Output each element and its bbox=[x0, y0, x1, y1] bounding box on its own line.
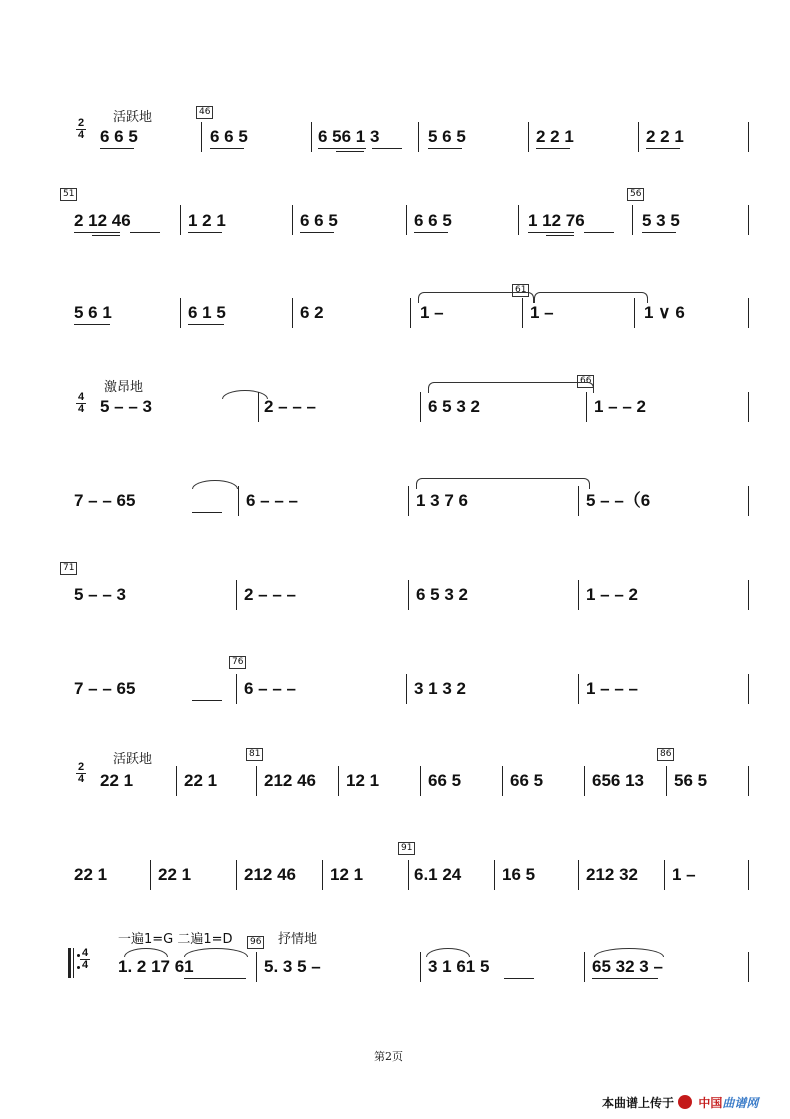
barline bbox=[420, 766, 421, 796]
measure-r10-2: 5. 3 5 – bbox=[264, 957, 321, 976]
measure-number-61: 61 bbox=[512, 284, 529, 297]
beam bbox=[318, 148, 366, 149]
barline bbox=[256, 766, 257, 796]
barline bbox=[528, 122, 529, 152]
barline bbox=[176, 766, 177, 796]
barline bbox=[292, 298, 293, 328]
barline bbox=[201, 122, 202, 152]
barline bbox=[578, 580, 579, 610]
repeat-start-barline bbox=[68, 948, 71, 978]
barline bbox=[578, 674, 579, 704]
barline bbox=[311, 122, 312, 152]
tie-slur bbox=[428, 382, 594, 393]
measure-r3-5: 1 – bbox=[530, 303, 554, 322]
measure-r1-5: 2 2 1 bbox=[536, 127, 574, 146]
beam bbox=[74, 232, 120, 233]
beam bbox=[74, 324, 110, 325]
measure-r4-1: 5 – – 3 bbox=[100, 397, 152, 416]
beam bbox=[192, 512, 222, 513]
barline bbox=[634, 298, 635, 328]
barline bbox=[584, 766, 585, 796]
measure-r8-2: 22 1 bbox=[184, 771, 218, 790]
barline bbox=[256, 952, 257, 982]
barline bbox=[408, 486, 409, 516]
barline bbox=[518, 205, 519, 235]
measure-r5-3: 1 3 7 6 bbox=[416, 491, 468, 510]
measure-r8-3: 212 46 bbox=[264, 771, 316, 790]
measure-r5-2: 6 – – – bbox=[246, 491, 298, 510]
credit-prefix: 本曲谱上传于 bbox=[602, 1096, 675, 1110]
measure-r3-4: 1 – bbox=[420, 303, 444, 322]
tie-slur bbox=[124, 948, 168, 957]
measure-r6-3: 6 5 3 2 bbox=[416, 585, 468, 604]
measure-r2-4: 6 6 5 bbox=[414, 211, 452, 230]
barline bbox=[420, 952, 421, 982]
tie-slur bbox=[426, 948, 470, 957]
barline bbox=[238, 486, 239, 516]
measure-number-71: 71 bbox=[60, 562, 77, 575]
barline bbox=[150, 860, 151, 890]
barline bbox=[406, 674, 407, 704]
time-signature-1: 2 4 bbox=[77, 117, 85, 141]
measure-r7-2: 6 – – – bbox=[244, 679, 296, 698]
measure-r3-6: 1 ∨ 6 bbox=[644, 303, 685, 322]
measure-r7-4: 1 – – – bbox=[586, 679, 638, 698]
measure-r1-4: 5 6 5 bbox=[428, 127, 466, 146]
measure-r2-6: 5 3 5 bbox=[642, 211, 680, 230]
measure-number-86: 86 bbox=[657, 748, 674, 761]
tie-slur bbox=[418, 292, 534, 303]
measure-r4-3: 6 5 3 2 bbox=[428, 397, 480, 416]
barline bbox=[292, 205, 293, 235]
site-logo-icon bbox=[678, 1095, 692, 1109]
measure-r8-4: 12 1 bbox=[346, 771, 380, 790]
measure-r9-2: 22 1 bbox=[158, 865, 192, 884]
measure-number-91: 91 bbox=[398, 842, 415, 855]
barline bbox=[338, 766, 339, 796]
beam bbox=[184, 978, 246, 979]
measure-r8-7: 656 13 bbox=[592, 771, 644, 790]
measure-r1-1: 6 6 5 bbox=[100, 127, 138, 146]
beam bbox=[546, 235, 574, 236]
measure-r1-3: 6 56 1 3 bbox=[318, 127, 380, 146]
barline bbox=[236, 674, 237, 704]
measure-r9-6: 16 5 bbox=[502, 865, 536, 884]
measure-r10-3: 3 1 61 5 bbox=[428, 957, 490, 976]
barline bbox=[322, 860, 323, 890]
measure-r9-4: 12 1 bbox=[330, 865, 364, 884]
measure-r1-2: 6 6 5 bbox=[210, 127, 248, 146]
tie-slur bbox=[222, 390, 268, 399]
barline bbox=[408, 580, 409, 610]
measure-number-46: 46 bbox=[196, 106, 213, 119]
measure-r9-5: 6.1 24 bbox=[414, 865, 462, 884]
beam bbox=[336, 151, 364, 152]
barline bbox=[180, 298, 181, 328]
measure-r2-2: 1 2 1 bbox=[188, 211, 226, 230]
tie-slur bbox=[416, 478, 590, 489]
barline bbox=[494, 860, 495, 890]
measure-number-81: 81 bbox=[246, 748, 263, 761]
beam bbox=[192, 700, 222, 701]
measure-number-56: 56 bbox=[627, 188, 644, 201]
beam bbox=[300, 232, 334, 233]
barline bbox=[748, 860, 749, 890]
measure-r3-2: 6 1 5 bbox=[188, 303, 226, 322]
barline bbox=[236, 860, 237, 890]
beam bbox=[642, 232, 676, 233]
measure-r10-4: 65 32 3 – bbox=[592, 957, 663, 976]
barline bbox=[410, 298, 411, 328]
measure-r10-1: 1. 2 17 61 bbox=[118, 957, 194, 976]
measure-r8-8: 56 5 bbox=[674, 771, 708, 790]
beam bbox=[414, 232, 448, 233]
beam bbox=[584, 232, 614, 233]
measure-r9-7: 212 32 bbox=[586, 865, 638, 884]
beam bbox=[188, 324, 224, 325]
measure-r2-5: 1 12 76 bbox=[528, 211, 585, 230]
barline bbox=[258, 392, 259, 422]
expression-lively-2: 活跃地 bbox=[113, 752, 153, 767]
site-name-accent: 曲谱网 bbox=[722, 1096, 759, 1110]
beam bbox=[210, 148, 244, 149]
beam bbox=[504, 978, 534, 979]
barline bbox=[748, 298, 749, 328]
beam bbox=[188, 232, 222, 233]
barline bbox=[502, 766, 503, 796]
barline bbox=[748, 392, 749, 422]
barline bbox=[420, 392, 421, 422]
measure-r8-1: 22 1 bbox=[100, 771, 134, 790]
barline bbox=[584, 952, 585, 982]
barline bbox=[748, 674, 749, 704]
beam bbox=[92, 235, 120, 236]
barline bbox=[632, 205, 633, 235]
barline bbox=[236, 580, 237, 610]
measure-r6-4: 1 – – 2 bbox=[586, 585, 638, 604]
page-number: 第2页 bbox=[374, 1050, 403, 1063]
expression-passionate: 激昂地 bbox=[104, 380, 144, 395]
tie-slur bbox=[192, 480, 238, 489]
expression-lively-1: 活跃地 bbox=[113, 110, 153, 125]
beam bbox=[100, 148, 134, 149]
time-signature-3: 2 4 bbox=[77, 761, 85, 785]
measure-r1-6: 2 2 1 bbox=[646, 127, 684, 146]
measure-r6-2: 2 – – – bbox=[244, 585, 296, 604]
measure-number-51: 51 bbox=[60, 188, 77, 201]
beam bbox=[372, 148, 402, 149]
site-name-main: 中国 bbox=[698, 1096, 723, 1110]
barline bbox=[406, 205, 407, 235]
barline bbox=[586, 392, 587, 422]
measure-r8-5: 66 5 bbox=[428, 771, 462, 790]
barline bbox=[748, 580, 749, 610]
barline bbox=[748, 205, 749, 235]
measure-r8-6: 66 5 bbox=[510, 771, 544, 790]
barline bbox=[522, 298, 523, 328]
measure-r9-8: 1 – bbox=[672, 865, 696, 884]
time-signature-4: 4 4 bbox=[81, 947, 89, 971]
barline bbox=[418, 122, 419, 152]
measure-r3-3: 6 2 bbox=[300, 303, 324, 322]
measure-r2-1: 2 12 46 bbox=[74, 211, 131, 230]
measure-r4-2: 2 – – – bbox=[264, 397, 316, 416]
beam bbox=[528, 232, 574, 233]
barline bbox=[638, 122, 639, 152]
beam bbox=[536, 148, 570, 149]
barline bbox=[664, 860, 665, 890]
measure-r7-1: 7 – – 65 bbox=[74, 679, 136, 698]
measure-r9-1: 22 1 bbox=[74, 865, 108, 884]
measure-number-66: 66 bbox=[577, 375, 594, 388]
barline bbox=[748, 766, 749, 796]
measure-r5-4: 5 – –（6 bbox=[586, 491, 651, 510]
time-signature-2: 4 4 bbox=[77, 391, 85, 415]
barline bbox=[748, 952, 749, 982]
measure-r9-3: 212 46 bbox=[244, 865, 296, 884]
barline bbox=[578, 860, 579, 890]
barline bbox=[578, 486, 579, 516]
measure-number-76: 76 bbox=[229, 656, 246, 669]
measure-r6-1: 5 – – 3 bbox=[74, 585, 126, 604]
barline bbox=[748, 486, 749, 516]
measure-r5-1: 7 – – 65 bbox=[74, 491, 136, 510]
measure-r3-1: 5 6 1 bbox=[74, 303, 112, 322]
upload-credit bbox=[602, 1094, 758, 1111]
barline bbox=[408, 860, 409, 890]
beam bbox=[646, 148, 680, 149]
barline bbox=[666, 766, 667, 796]
measure-r2-3: 6 6 5 bbox=[300, 211, 338, 230]
beam bbox=[130, 232, 160, 233]
measure-r4-4: 1 – – 2 bbox=[594, 397, 646, 416]
tie-slur bbox=[534, 292, 648, 303]
measure-r7-3: 3 1 3 2 bbox=[414, 679, 466, 698]
measure-number-96: 96 bbox=[247, 936, 264, 949]
barline bbox=[180, 205, 181, 235]
expression-lyrical: 抒情地 bbox=[278, 932, 318, 947]
tie-slur bbox=[594, 948, 664, 957]
key-change-note: 一遍1=G 二遍1=D bbox=[118, 932, 233, 947]
barline bbox=[748, 122, 749, 152]
beam bbox=[428, 148, 462, 149]
repeat-start-barline-thin bbox=[73, 948, 74, 978]
tie-slur bbox=[184, 948, 248, 957]
beam bbox=[592, 978, 658, 979]
